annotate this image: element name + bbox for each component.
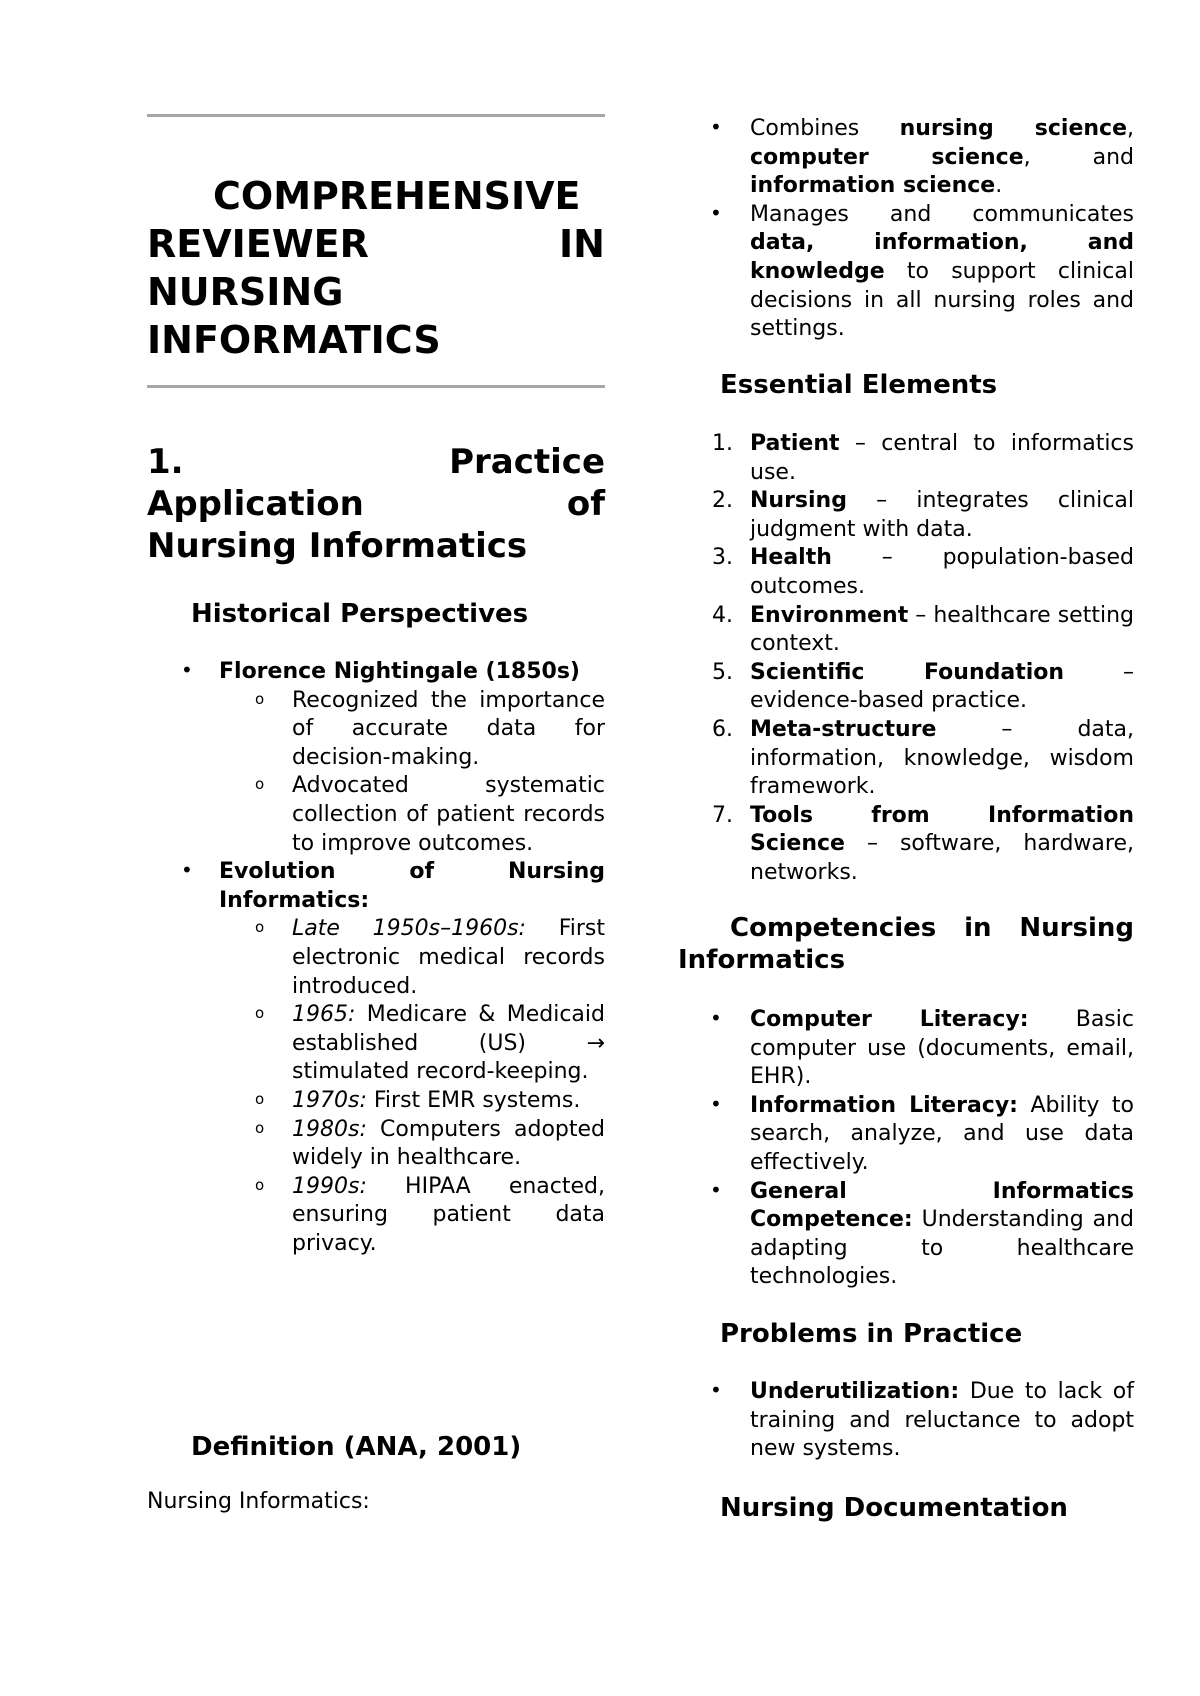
sub-bullet-icon: o [255, 1004, 265, 1023]
sub-bullet-icon: o [255, 775, 265, 794]
item-number: 5. [712, 659, 733, 685]
list-item-evolution [147, 858, 605, 915]
problems-list [678, 1378, 1134, 1464]
list-item [147, 1001, 605, 1087]
bullet-icon: • [710, 1378, 722, 1402]
heading-line-3: Nursing Informatics [147, 526, 528, 566]
item-text [750, 602, 1134, 659]
era-item [292, 1173, 605, 1259]
list-item [678, 544, 1134, 601]
era-label: 1980s: [292, 1116, 367, 1142]
item-number: 2. [712, 488, 733, 514]
list-item [678, 115, 1134, 201]
desc: – healthcare setting context. [750, 602, 1134, 657]
term: Tools from Information Science [750, 802, 1134, 857]
era-item [292, 1001, 605, 1087]
term: data, information, and knowledge [750, 230, 1134, 284]
title-word-in: IN [559, 222, 605, 266]
item-number: 1. [712, 431, 733, 456]
item-text [750, 1378, 1134, 1464]
era-text: Computers adopted widely in healthcare. [292, 1116, 605, 1171]
era-label: Late 1950s–1960s: [292, 916, 526, 942]
term: Information Literacy: [750, 1092, 1018, 1118]
item-number: 6. [712, 716, 733, 742]
term: Patient [750, 431, 840, 456]
term: Computer Literacy: [750, 1007, 1029, 1032]
bottom-rule [147, 385, 605, 388]
text: Manages and communicates [750, 201, 1134, 227]
list-item [678, 201, 1134, 344]
bullet-icon: • [710, 1091, 722, 1116]
text: to support clinical decisions in all nursing roles and settings. [750, 258, 1134, 342]
era-text: First electronic medical records introduced. [292, 916, 605, 999]
title-line-1: COMPREHENSIVE [213, 174, 581, 218]
era-label: 1965: [292, 1002, 356, 1028]
term: Scientific Foundation [750, 659, 1065, 685]
desc: – evidence-based practice. [750, 659, 1135, 714]
title-line-2 [147, 220, 605, 268]
sub-bullet-icon: o [255, 689, 265, 708]
era-text: First EMR systems. [366, 1087, 581, 1113]
list-item [678, 659, 1134, 716]
desc: Understanding and adapting to healthcare technologies. [750, 1207, 1134, 1290]
list-item [147, 687, 605, 773]
heading-text: Competencies in Nursing [730, 913, 1134, 943]
bullet-icon: • [710, 115, 722, 139]
era-text: Medicare & Medicaid established (US) → stimulated record-keeping. [292, 1002, 605, 1085]
text: . [995, 173, 1003, 199]
competencies-heading-line-1 [678, 912, 1134, 944]
section-number: 1. [147, 442, 184, 482]
historical-heading: Historical Perspectives [191, 599, 529, 629]
list-item [678, 802, 1134, 888]
term: information science [750, 173, 996, 199]
term: nursing science [899, 116, 1127, 141]
desc: – software, hardware, networks. [750, 831, 1134, 885]
heading-word-application: Application [147, 484, 364, 524]
term: computer science [750, 144, 1024, 170]
list-item [678, 487, 1134, 544]
list-item [147, 772, 605, 858]
list-item [147, 1116, 605, 1173]
list-item [678, 1006, 1134, 1092]
item-text [750, 544, 1134, 601]
list-item [678, 1178, 1134, 1292]
desc: Basic computer use (documents, email, EHR). [750, 1007, 1134, 1090]
term: Underutilization: [750, 1379, 960, 1404]
term: Environment [750, 602, 909, 628]
era-item [292, 1087, 605, 1116]
item-text [750, 802, 1134, 888]
term: General Informatics Competence: [750, 1178, 1134, 1233]
heading-word-practice: Practice [449, 442, 605, 482]
era-item [292, 915, 605, 1001]
problems-heading: Problems in Practice [720, 1319, 1023, 1349]
term: Nursing [750, 488, 847, 514]
item-text [750, 1006, 1134, 1092]
sub-bullet-icon: o [255, 1118, 265, 1137]
era-label: 1990s: [292, 1173, 367, 1199]
desc: – population-based outcomes. [750, 545, 1134, 599]
list-item [147, 1173, 605, 1259]
item-number: 4. [712, 602, 733, 628]
era-label: 1970s: [292, 1087, 367, 1113]
title-word-reviewer: REVIEWER [147, 222, 369, 266]
definition-intro: Nursing Informatics: [147, 1489, 370, 1514]
term: Health [750, 545, 832, 571]
desc: Ability to search, analyze, and use data effectively. [750, 1092, 1134, 1175]
list-item [678, 1092, 1134, 1178]
list-item [147, 915, 605, 1001]
document-title [147, 172, 605, 364]
era-item [292, 1116, 605, 1173]
item-text [750, 1092, 1134, 1178]
list-item-nightingale [147, 658, 605, 687]
item-text [750, 659, 1134, 716]
competencies-heading [678, 912, 1134, 976]
text: Combines [750, 116, 900, 141]
bullet-icon: • [710, 200, 722, 225]
point-text: Recognized the importance of accurate data for decision-making. [292, 687, 605, 770]
sub-bullet-icon: o [255, 918, 265, 937]
list-item [678, 430, 1134, 487]
bullet-icon: • [181, 658, 193, 682]
list-item [678, 716, 1134, 802]
bullet-icon: • [710, 1177, 722, 1202]
title-line-3: NURSING [147, 270, 344, 314]
bullet-icon: • [710, 1006, 722, 1030]
competencies-list [678, 1006, 1134, 1292]
item-text [750, 430, 1134, 487]
historical-list [147, 658, 605, 1258]
list-item [678, 1378, 1134, 1464]
item-number: 7. [712, 802, 733, 828]
item-text [750, 1178, 1134, 1292]
competencies-heading-line-2: Informatics [678, 945, 846, 975]
definition-bullet-1 [750, 115, 1134, 201]
text: , [1127, 116, 1134, 141]
era-text: HIPAA enacted, ensuring patient data privacy. [292, 1173, 605, 1256]
desc: – data, information, knowledge, wisdom framework. [750, 716, 1134, 800]
essential-heading: Essential Elements [720, 370, 998, 400]
list-item [147, 1087, 605, 1116]
point-text: Advocated systematic collection of patient records to improve outcomes. [292, 773, 605, 856]
item-number: 3. [712, 545, 733, 571]
list-item [678, 602, 1134, 659]
sub-bullet-icon: o [255, 1175, 265, 1194]
desc: – central to informatics use. [750, 431, 1134, 485]
sub-bullet-icon: o [255, 1089, 265, 1108]
top-rule [147, 114, 605, 117]
heading-word-of: of [566, 484, 605, 524]
desc: Due to lack of training and reluctance to adopt new systems. [750, 1379, 1134, 1462]
definition-list [678, 115, 1134, 344]
text: , and [1023, 144, 1134, 170]
nightingale-label: Florence Nightingale (1850s) [219, 659, 580, 684]
term: Meta-structure [750, 716, 937, 742]
section-1-heading [147, 441, 605, 567]
item-text [750, 716, 1134, 802]
essential-list [678, 430, 1134, 888]
title-line-4: INFORMATICS [147, 318, 441, 362]
bullet-icon: • [181, 858, 193, 883]
desc: – integrates clinical judgment with data. [750, 488, 1134, 542]
definition-heading: Definition (ANA, 2001) [191, 1432, 522, 1462]
evolution-label: Evolution of Nursing Informatics: [219, 859, 605, 913]
definition-bullet-2 [750, 201, 1134, 344]
item-text [750, 487, 1134, 544]
documentation-heading: Nursing Documentation [720, 1493, 1068, 1523]
